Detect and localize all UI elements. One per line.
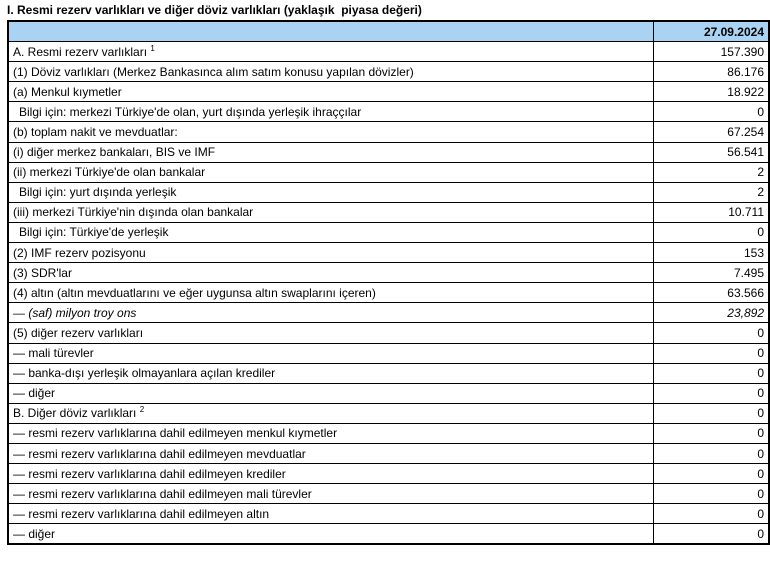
row-value: 0 bbox=[653, 524, 769, 545]
row-label: — banka-dışı yerleşik olmayanlara açılan krediler bbox=[8, 363, 653, 383]
table-row bbox=[8, 142, 769, 162]
row-label: (4) altın (altın mevduatlarını ve eğer uygunsa altın swaplarını içeren) bbox=[8, 283, 653, 303]
row-value: 23,892 bbox=[653, 303, 769, 323]
row-label: — resmi rezerv varlıklarına dahil edilmeyen mali türevler bbox=[8, 484, 653, 504]
row-label: Bilgi için: yurt dışında yerleşik bbox=[8, 182, 653, 202]
row-label: — resmi rezerv varlıklarına dahil edilmeyen mevduatlar bbox=[8, 443, 653, 463]
row-label: (a) Menkul kıymetler bbox=[8, 82, 653, 102]
row-label: — diğer bbox=[8, 524, 653, 545]
page-title: I. Resmi rezerv varlıkları ve diğer döviz varlıkları (yaklaşık piyasa değeri) bbox=[7, 3, 422, 17]
row-value: 0 bbox=[653, 443, 769, 463]
header-empty-cell bbox=[8, 21, 653, 42]
row-value: 67.254 bbox=[653, 122, 769, 142]
row-value: 63.566 bbox=[653, 283, 769, 303]
row-value: 0 bbox=[653, 102, 769, 122]
table-row bbox=[8, 182, 769, 202]
header-date-cell: 27.09.2024 bbox=[653, 21, 769, 42]
row-value: 0 bbox=[653, 504, 769, 524]
table-row bbox=[8, 162, 769, 182]
table-row bbox=[8, 222, 769, 242]
table-row bbox=[8, 363, 769, 383]
table-row bbox=[8, 82, 769, 102]
table-row bbox=[8, 403, 769, 423]
footnote-marker: 1 bbox=[150, 43, 155, 53]
table-row bbox=[8, 423, 769, 443]
row-value: 0 bbox=[653, 343, 769, 363]
row-value: 0 bbox=[653, 464, 769, 484]
row-label: — resmi rezerv varlıklarına dahil edilmeyen krediler bbox=[8, 464, 653, 484]
row-value: 0 bbox=[653, 403, 769, 423]
row-label: — resmi rezerv varlıklarına dahil edilmeyen menkul kıymetler bbox=[8, 423, 653, 443]
row-label: (3) SDR'lar bbox=[8, 263, 653, 283]
table-row bbox=[8, 102, 769, 122]
table-row bbox=[8, 263, 769, 283]
row-label: (iii) merkezi Türkiye'nin dışında olan bankalar bbox=[8, 202, 653, 222]
row-value: 0 bbox=[653, 484, 769, 504]
row-label: (i) diğer merkez bankaları, BIS ve IMF bbox=[8, 142, 653, 162]
row-label: Bilgi için: merkezi Türkiye'de olan, yurt dışında yerleşik ihraççılar bbox=[8, 102, 653, 122]
row-label: (b) toplam nakit ve mevduatlar: bbox=[8, 122, 653, 142]
table-row bbox=[8, 383, 769, 403]
row-value: 2 bbox=[653, 182, 769, 202]
row-label: B. Diğer döviz varlıkları $^2$ bbox=[8, 403, 653, 423]
row-value: 0 bbox=[653, 323, 769, 343]
row-label: (1) Döviz varlıkları (Merkez Bankasınca alım satım konusu yapılan dövizler) bbox=[8, 62, 653, 82]
table-row bbox=[8, 283, 769, 303]
row-value: 10.711 bbox=[653, 202, 769, 222]
table-body bbox=[8, 42, 769, 545]
table-row bbox=[8, 42, 769, 62]
table-row bbox=[8, 484, 769, 504]
row-value: 153 bbox=[653, 243, 769, 263]
row-label: — (saf) milyon troy ons bbox=[8, 303, 653, 323]
row-label: — mali türevler bbox=[8, 343, 653, 363]
row-label: Bilgi için: Türkiye'de yerleşik bbox=[8, 222, 653, 242]
row-value: 7.495 bbox=[653, 263, 769, 283]
table-row bbox=[8, 122, 769, 142]
table-header-row bbox=[8, 21, 769, 42]
reserve-assets-table bbox=[7, 20, 770, 545]
table-row bbox=[8, 323, 769, 343]
table-row bbox=[8, 243, 769, 263]
row-value: 0 bbox=[653, 222, 769, 242]
row-value: 0 bbox=[653, 383, 769, 403]
row-value: 0 bbox=[653, 363, 769, 383]
table-row bbox=[8, 202, 769, 222]
row-label: (2) IMF rezerv pozisyonu bbox=[8, 243, 653, 263]
row-label: (5) diğer rezerv varlıkları bbox=[8, 323, 653, 343]
row-label: A. Resmi rezerv varlıkları $^1$ bbox=[8, 42, 653, 62]
table-row bbox=[8, 303, 769, 323]
table-row bbox=[8, 443, 769, 463]
table-row bbox=[8, 464, 769, 484]
row-value: 56.541 bbox=[653, 142, 769, 162]
row-value: 0 bbox=[653, 423, 769, 443]
row-label: (ii) merkezi Türkiye'de olan bankalar bbox=[8, 162, 653, 182]
row-label: — diğer bbox=[8, 383, 653, 403]
table-row bbox=[8, 343, 769, 363]
footnote-marker: 2 bbox=[139, 405, 145, 415]
table-row bbox=[8, 504, 769, 524]
row-value: 2 bbox=[653, 162, 769, 182]
row-label: — resmi rezerv varlıklarına dahil edilmeyen altın bbox=[8, 504, 653, 524]
row-value: 18.922 bbox=[653, 82, 769, 102]
row-value: 86.176 bbox=[653, 62, 769, 82]
table-row bbox=[8, 62, 769, 82]
table-row bbox=[8, 524, 769, 545]
row-value: 157.390 bbox=[653, 42, 769, 62]
